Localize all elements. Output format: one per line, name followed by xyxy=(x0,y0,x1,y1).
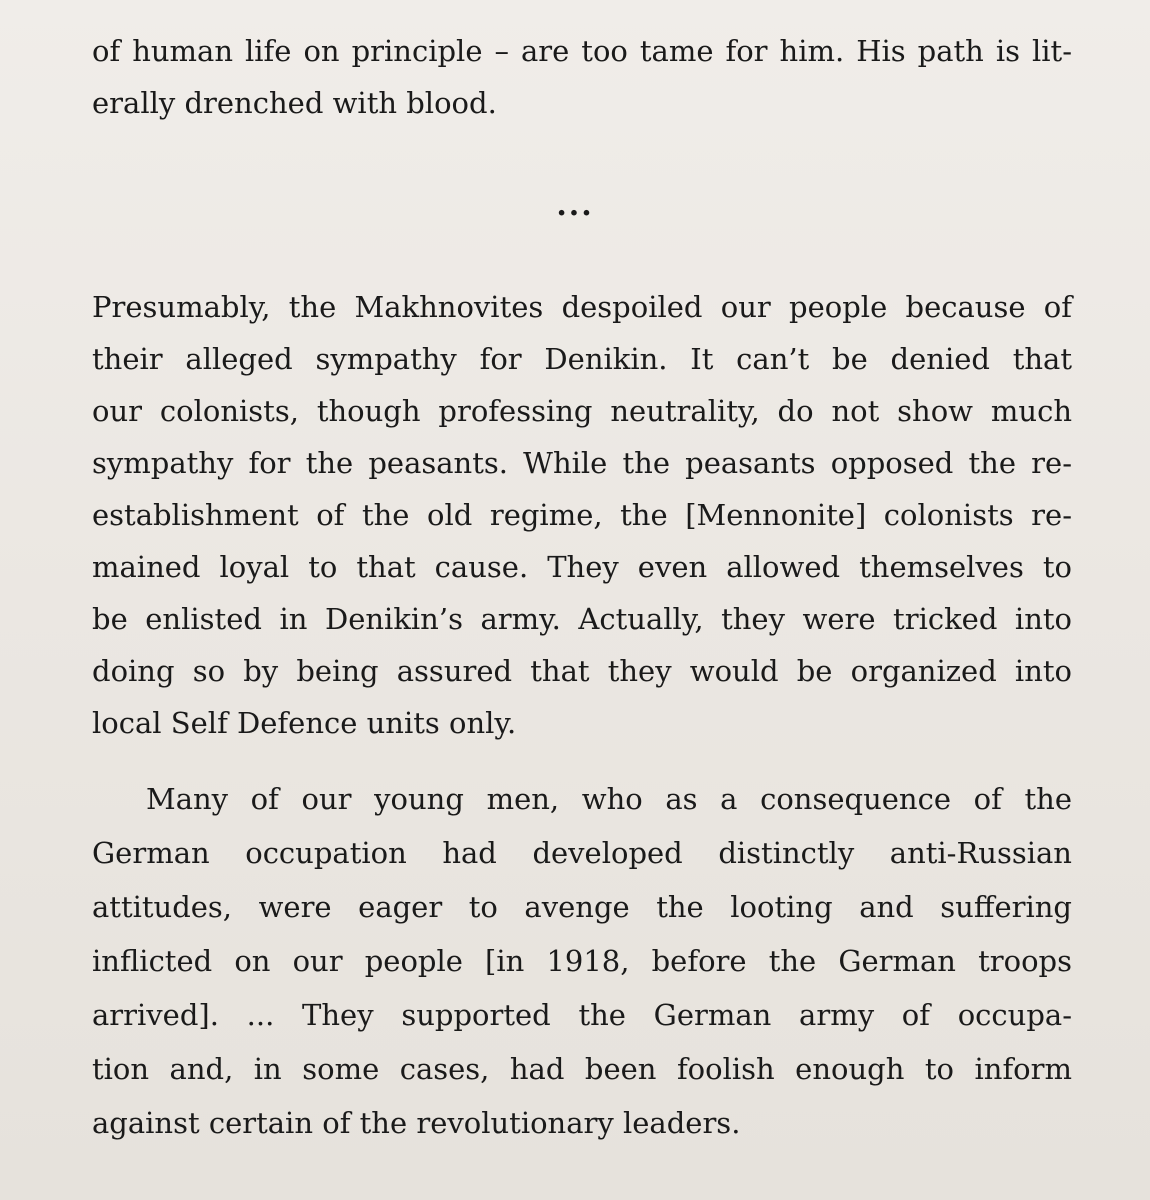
text-line: inflicted on our people [in 1918, before the German troops xyxy=(92,944,1072,978)
text-line: Presumably, the Makhnovites despoiled our people because of xyxy=(92,290,1072,324)
text-line: their alleged sympathy for Denikin. It can’t be denied that xyxy=(92,342,1072,376)
text-line: be enlisted in Denikin’s army. Actually, they were tricked into xyxy=(92,602,1072,636)
text-line: arrived]. ... They supported the German army of occupa- xyxy=(92,998,1072,1032)
text-line: Many of our young men, who as a consequence of the xyxy=(146,782,1072,816)
text-line: German occupation had developed distinctly anti-Russian xyxy=(92,836,1072,870)
section-break: ... xyxy=(556,188,594,223)
text-line: against certain of the revolutionary leaders. xyxy=(92,1106,741,1140)
text-line: sympathy for the peasants. While the peasants opposed the re- xyxy=(92,446,1072,480)
text-line: attitudes, were eager to avenge the looting and suffering xyxy=(92,890,1072,924)
text-line: establishment of the old regime, the [Mennonite] colonists re- xyxy=(92,498,1072,532)
text-line: tion and, in some cases, had been foolish enough to inform xyxy=(92,1052,1072,1086)
text-line: of human life on principle – are too tame for him. His path is lit- xyxy=(92,34,1072,68)
text-line: erally drenched with blood. xyxy=(92,86,497,120)
text-line: mained loyal to that cause. They even allowed themselves to xyxy=(92,550,1072,584)
text-line: our colonists, though professing neutrality, do not show much xyxy=(92,394,1072,428)
text-line: local Self Defence units only. xyxy=(92,706,517,740)
text-line: doing so by being assured that they would be organized into xyxy=(92,654,1072,688)
